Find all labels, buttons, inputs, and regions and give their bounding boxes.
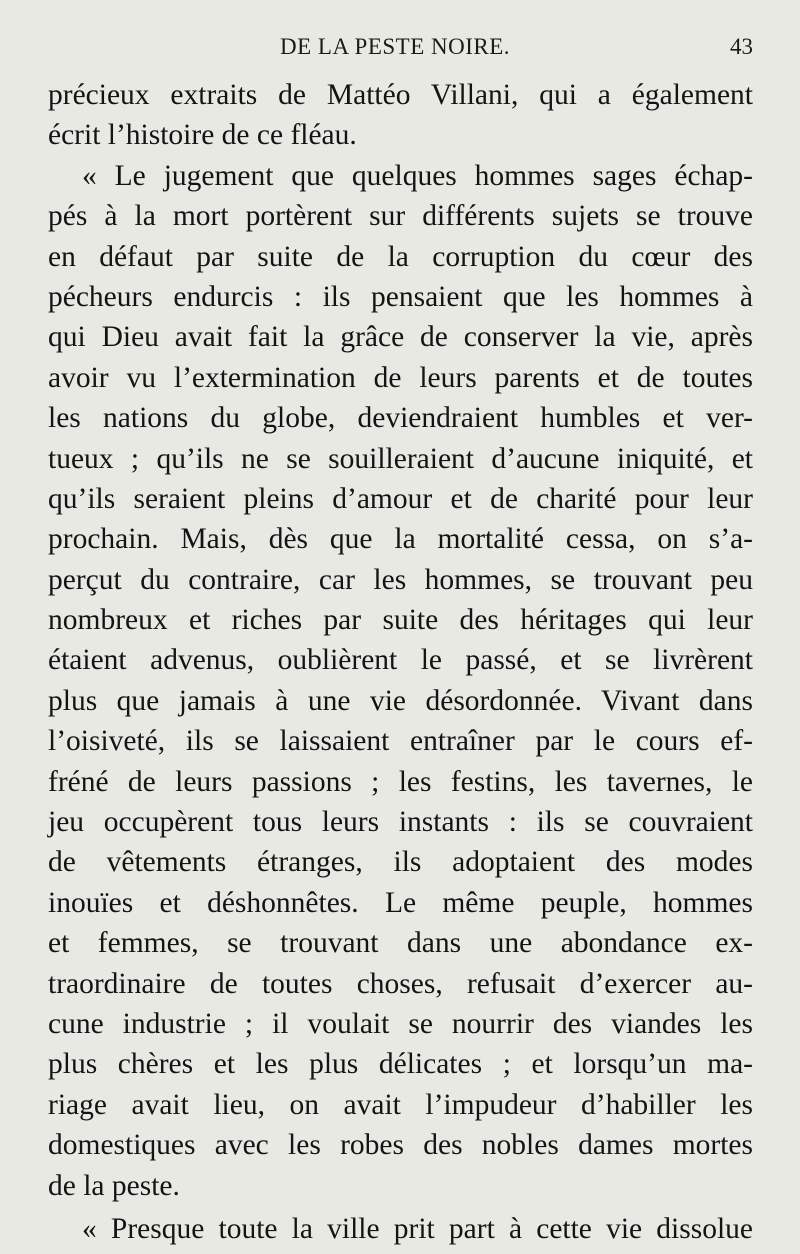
text-line: « Le jugement que quelques hommes sages échap- [82,159,753,192]
text-line: perçut du contraire, car les hommes, se trouvant peu [48,563,753,596]
text-line: en défaut par suite de la corruption du cœur des [48,240,753,273]
text-line: de la peste. [48,1169,180,1202]
page-header [48,34,753,66]
text-line: fréné de leurs passions ; les festins, les tavernes, le [48,765,753,798]
text-line: l’oisiveté, ils se laissaient entraîner par le cours ef- [48,725,753,758]
text-line: pés à la mort portèrent sur différents sujets se trouve [48,200,753,233]
text-line: plus que jamais à une vie désordonnée. Vivant dans [48,684,753,717]
page-body [48,75,753,1249]
text-line: prochain. Mais, dès que la mortalité cessa, on s’a- [48,523,753,556]
text-line: inouïes et déshonnêtes. Le même peuple, hommes [48,886,753,919]
text-line: qui Dieu avait fait la grâce de conserver la vie, après [48,321,753,354]
text-line: et femmes, se trouvant dans une abondance ex- [48,927,753,960]
text-line: étaient advenus, oublièrent le passé, et se livrèrent [48,644,753,677]
text-line: cune industrie ; il voulait se nourrir des viandes les [48,1007,753,1040]
text-line: nombreux et riches par suite des héritages qui leur [48,604,753,637]
text-line: traordinaire de toutes choses, refusait d’exercer au- [48,967,753,1000]
text-line: jeu occupèrent tous leurs instants : ils se couvraient [48,806,753,839]
text-line: les nations du globe, deviendraient humbles et ver- [48,402,753,435]
text-line: plus chères et les plus délicates ; et lorsqu’un ma- [48,1048,753,1081]
text-line: qu’ils seraient pleins d’amour et de charité pour leur [48,482,753,515]
page-number: 43 [730,34,753,59]
text-line: de vêtements étranges, ils adoptaient des modes [48,846,753,879]
running-head: DE LA PESTE NOIRE. [280,34,511,59]
text-line: « Presque toute la ville prit part à cette vie dissolue [82,1212,753,1245]
text-line: tueux ; qu’ils ne se souilleraient d’aucune iniquité, et [48,442,753,475]
text-line: avoir vu l’extermination de leurs parents et de toutes [48,361,753,394]
text-line: domestiques avec les robes des nobles dames mortes [48,1129,753,1162]
text-line: riage avait lieu, on avait l’impudeur d’habiller les [48,1088,753,1121]
text-line: précieux extraits de Mattéo Villani, qui a également [48,79,753,111]
text-line: pécheurs endurcis : ils pensaient que les hommes à [48,280,753,313]
text-line: écrit l’histoire de ce fléau. [48,119,357,152]
